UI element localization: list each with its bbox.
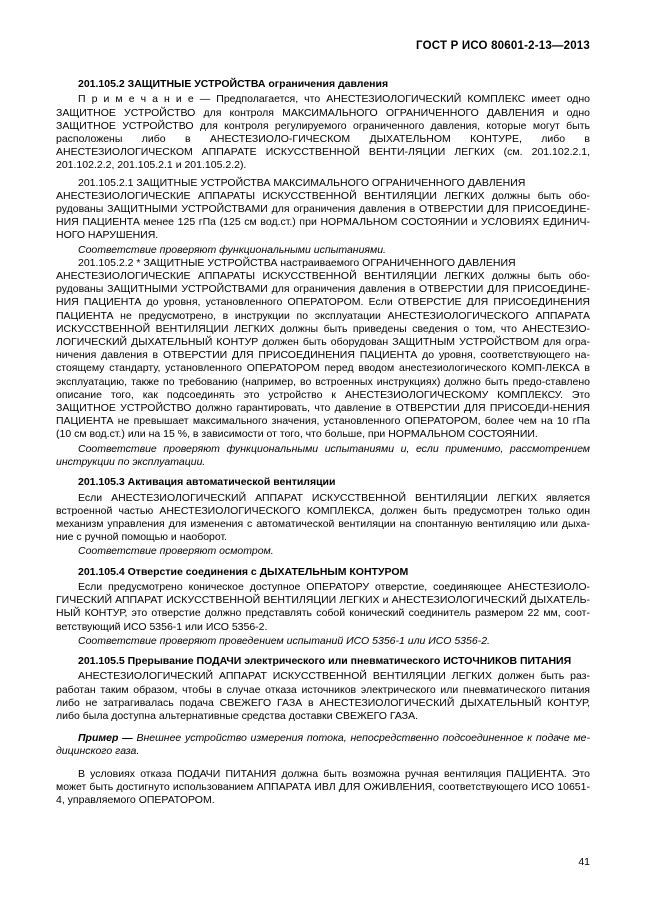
section-body-201-105-5-continued: В условиях отказа ПОДАЧИ ПИТАНИЯ должна быть возможна ручная вентиляция ПАЦИЕНТА. Это может быть достигнуто использованием АППАРАТА ИВЛ ДЛЯ ОЖИВЛЕНИЯ, соответствующего ИСО 10651-4, управляемого ОПЕРАТОРОМ. [56,767,590,806]
page-number: 41 [578,856,590,868]
section-heading-201-105-3: 201.105.3 Активация автоматической вентиляции [78,476,336,489]
conformity-statement-201-105-4: Соответствие проверяют проведением испытаний ИСО 5356-1 или ИСО 5356-2. [78,634,490,647]
conformity-statement-201-105-2-1: Соответствие проверяют функциональными испытаниями. [78,243,386,256]
example-paragraph [56,732,590,758]
section-body-201-105-5: АНЕСТЕЗИОЛОГИЧЕСКИЙ АППАРАТ ИСКУССТВЕННОЙ ВЕНТИЛЯЦИИ ЛЕГКИХ должен быть раз-работан таким образом, чтобы в случае отказа источников электрического или пневматического питания либо не затрагивалась подача СВЕЖЕГО ГАЗА в АНЕСТЕЗИОЛОГИЧЕСКИЙ ДЫХАТЕЛЬНЫЙ КОНТУР, либо была доступна альтернативные средства доставки СВЕЖЕГО ГАЗА. [56,670,590,722]
note-paragraph: П р и м е ч а н и е — Предполагается, что АНЕСТЕЗИОЛОГИЧЕСКИЙ КОМПЛЕКС имеет одно ЗАЩИТНОЕ УСТРОЙСТВО для контроля МАКСИМАЛЬНОГО ОГРАНИЧЕННОГО ДАВЛЕНИЯ и одно ЗАЩИТНОЕ УСТРОЙСТВО для контроля регулируемого ограниченного давления, которые могут быть расположены либо в АНЕСТЕЗИОЛО-ГИЧЕСКОМ ДЫХАТЕЛЬНОМ КОНТУРЕ, либо в АНЕСТЕЗИОЛОГИЧЕСКОМ АППАРАТЕ ИСКУССТВЕННОЙ ВЕНТИ-ЛЯЦИИ ЛЕГКИХ (см. 201.102.2.1, 201.102.2.2, 201.105.2.1 и 201.105.2.2). [56,93,590,172]
conformity-statement-201-105-2-2: Соответствие проверяют функциональными испытаниями и, если применимо, рассмотрением инструкции по эксплуатации. [56,442,590,468]
section-heading-201-105-2: 201.105.2 ЗАЩИТНЫЕ УСТРОЙСТВА ограничения давления [78,78,389,90]
example-label: Пример — [78,732,137,745]
section-body-201-105-4: Если предусмотрено коническое доступное ОПЕРАТОРУ отверстие, соединяющее АНЕСТЕЗИОЛО-ГИЧЕСКИЙ АППАРАТ ИСКУССТВЕННОЙ ВЕНТИЛЯЦИИ ЛЕГКИХ и АНЕСТЕЗИОЛОГИЧЕСКИЙ ДЫХАТЕЛЬ-НЫЙ КОНТУР, это отверстие должно представлять собой конический соединитель размером 22 мм, соот-ветствующий ИСО 5356-1 или ИСО 5356-2. [56,580,590,633]
page-header: ГОСТ Р ИСО 80601-2-13—2013 [416,40,590,52]
conformity-statement-201-105-3: Соответствие проверяют осмотром. [78,545,274,558]
section-heading-201-105-4: 201.105.4 Отверстие соединения с ДЫХАТЕЛЬНЫМ КОНТУРОМ [78,565,409,578]
section-body-201-105-3: Если АНЕСТЕЗИОЛОГИЧЕСКИЙ АППАРАТ ИСКУССТВЕННОЙ ВЕНТИЛЯЦИИ ЛЕГКИХ является встроенной частью АНЕСТЕЗИОЛОГИЧЕСКОГО КОМПЛЕКСА, должен быть предусмотрен только один механизм управления для изменения с автоматической вентиляции на спонтанную вентиляцию или дыха-ние с ручной помощью и наоборот. [56,491,590,544]
section-heading-201-105-5: 201.105.5 Прерывание ПОДАЧИ электрического или пневматического ИСТОЧНИКОВ ПИТАНИЯ [78,654,572,667]
section-body-201-105-2-2: АНЕСТЕЗИОЛОГИЧЕСКИЕ АППАРАТЫ ИСКУССТВЕННОЙ ВЕНТИЛЯЦИИ ЛЕГКИХ должны быть обо-рудованы ЗАЩИТНЫМИ УСТРОЙСТВАМИ для ограничения давления в ОТВЕРСТИИ ДЛЯ ПРИСОЕДИНЕ-НИЯ ПАЦИЕНТА до уровня, установленного ОПЕРАТОРОМ. Если ОТВЕРСТИЕ ДЛЯ ПРИСОЕДИНЕНИЯ ПАЦИЕНТА не предусмотрено, в инструкции по эксплуатации АНЕСТЕЗИОЛОГИЧЕСКОГО АППАРАТА ИСКУССТВЕННОЙ ВЕНТИЛЯЦИИ ЛЕГКИХ должны быть приведены сведения о том, что АНЕСТЕЗИО-ЛОГИЧЕСКИЙ ДЫХАТЕЛЬНЫЙ КОНТУР должен быть оборудован ЗАЩИТНЫМ УСТРОЙСТВОМ для огра-ничения давления в ОТВЕРСТИИ ДЛЯ ПРИСОЕДИНЕНИЯ ПАЦИЕНТА до уровня, соответствующего на-стоящему стандарту, установленного ОПЕРАТОРОМ перед вводом анестезиологического КОМП-ЛЕКСА в эксплуатацию, также по требованию (например, во встроенных инструкциях) должно быть предо-ставлено описание того, как подсоединять это устройство к АНЕСТЕЗИОЛОГИЧЕСКОМУ КОМПЛЕКСУ. Это ЗАЩИТНОЕ УСТРОЙСТВО должно гарантировать, что давление в ОТВЕРСТИИ ДЛЯ ПРИСОЕДИ-НЕНИЯ ПАЦИЕНТА не превышает максимального значения, установленного ОПЕРАТОРОМ, более чем на 10 гПа (10 см вод.ст.) или на 15 %, в зависимости от того, что больше, при НОРМАЛЬНОМ СОСТОЯНИИ. [56,270,590,441]
section-heading-201-105-2-2: 201.105.2.2 * ЗАЩИТНЫЕ УСТРОЙСТВА настраиваемого ОГРАНИЧЕННОГО ДАВЛЕНИЯ [78,256,516,269]
document-body [56,78,590,807]
example-text: Внешнее устройство измерения потока, непосредственно подсоединенное к подаче ме-дицинского газа. [56,732,590,758]
section-body-201-105-2-1: АНЕСТЕЗИОЛОГИЧЕСКИЕ АППАРАТЫ ИСКУССТВЕННОЙ ВЕНТИЛЯЦИИ ЛЕГКИХ должны быть обо-рудованы ЗАЩИТНЫМИ УСТРОЙСТВАМИ для ограничения давления в ОТВЕРСТИИ ДЛЯ ПРИСОЕДИНЕ-НИЯ ПАЦИЕНТА менее 125 гПа (125 см вод.ст.) при НОРМАЛЬНОМ СОСТОЯНИИ и УСЛОВИЯХ ЕДИНИЧ-НОГО НАРУШЕНИЯ. [56,189,590,242]
section-heading-201-105-2-1: 201.105.2.1 ЗАЩИТНЫЕ УСТРОЙСТВА МАКСИМАЛЬНОГО ОГРАНИЧЕННОГО ДАВЛЕНИЯ [78,176,526,189]
